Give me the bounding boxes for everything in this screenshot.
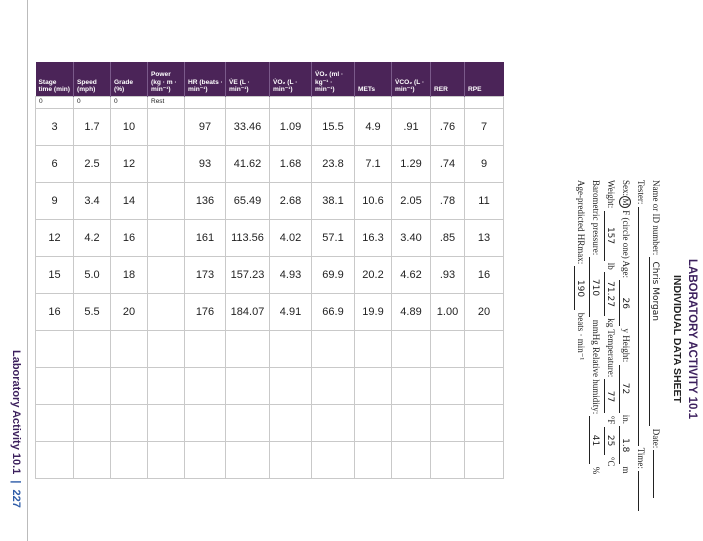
temp-c-field[interactable]: 25 (604, 427, 615, 455)
pct-label: % (591, 466, 601, 475)
sex-line (618, 180, 633, 498)
table-cell[interactable]: 11 (465, 183, 504, 220)
table-cell[interactable]: 10 (111, 109, 148, 146)
table-cell[interactable]: 4.9 (355, 109, 392, 146)
table-cell[interactable] (185, 442, 226, 479)
table-cell[interactable]: .78 (431, 183, 465, 220)
table-cell[interactable]: .85 (431, 220, 465, 257)
table-cell[interactable]: 16 (36, 294, 74, 331)
table-cell[interactable]: 136 (185, 183, 226, 220)
table-cell[interactable] (148, 220, 185, 257)
table-cell[interactable]: 66.9 (312, 294, 355, 331)
table-cell[interactable] (111, 368, 148, 405)
table-cell[interactable] (148, 368, 185, 405)
tester-label: Tester: (636, 180, 646, 205)
table-cell[interactable] (148, 109, 185, 146)
weight-lb-field[interactable]: 157 (604, 211, 615, 261)
table-cell[interactable] (392, 331, 431, 368)
table-cell[interactable]: 3.40 (392, 220, 431, 257)
table-cell[interactable] (226, 368, 270, 405)
humidity-label: mmHg Relative humidity: (591, 319, 601, 415)
column-header: RER (431, 62, 465, 97)
table-cell[interactable]: 16 (111, 220, 148, 257)
weight-kg-field[interactable]: 71.27 (604, 272, 615, 316)
date-label: Date: (651, 428, 661, 449)
table-row (36, 294, 504, 331)
table-cell[interactable]: 5.5 (74, 294, 111, 331)
table-cell[interactable]: 7.1 (355, 146, 392, 183)
time-field[interactable] (638, 471, 639, 511)
humidity-field[interactable]: 41 (589, 416, 600, 464)
lb-label: lb (606, 262, 616, 270)
table-cell[interactable] (74, 331, 111, 368)
table-cell[interactable]: .91 (392, 109, 431, 146)
table-row (36, 109, 504, 146)
table-cell[interactable]: 9 (465, 146, 504, 183)
table-cell[interactable] (392, 97, 431, 109)
table-cell[interactable] (148, 257, 185, 294)
table-cell[interactable]: 1.68 (270, 146, 312, 183)
table-cell[interactable] (185, 331, 226, 368)
table-cell[interactable] (148, 146, 185, 183)
column-header: HR (beats · min⁻¹) (185, 62, 226, 97)
table-cell[interactable] (185, 368, 226, 405)
table-row (36, 257, 504, 294)
in-label: in. (621, 414, 631, 425)
table-cell[interactable] (355, 442, 392, 479)
name-label: Name or ID number: (651, 180, 661, 256)
table-cell[interactable] (270, 368, 312, 405)
table-cell[interactable]: Rest (148, 97, 185, 109)
column-header: RPE (465, 62, 504, 97)
table-cell[interactable]: 20.2 (355, 257, 392, 294)
table-cell[interactable] (148, 442, 185, 479)
weight-line (603, 180, 618, 498)
hrmax-label: Age-predicted HRmax: (576, 180, 586, 265)
column-header: Stage time (min) (36, 62, 74, 97)
table-cell[interactable]: 4.89 (392, 294, 431, 331)
table-cell[interactable]: 41.62 (226, 146, 270, 183)
column-header: V̇CO₂ (L · min⁻¹) (392, 62, 431, 97)
table-cell[interactable]: 157.23 (226, 257, 270, 294)
table-cell[interactable]: 19.9 (355, 294, 392, 331)
table-cell[interactable]: 3 (36, 109, 74, 146)
sheet-title: LABORATORY ACTIVITY 10.1 (686, 259, 698, 419)
table-cell[interactable]: 113.56 (226, 220, 270, 257)
table-cell[interactable] (431, 97, 465, 109)
table-cell[interactable] (270, 331, 312, 368)
table-cell[interactable] (36, 368, 74, 405)
sex-age-label: F (circle one) Age: (621, 210, 631, 278)
table-cell[interactable] (312, 331, 355, 368)
table-cell[interactable]: 161 (185, 220, 226, 257)
table-cell[interactable] (226, 331, 270, 368)
age-field[interactable]: 26 (619, 280, 630, 326)
table-cell[interactable]: 57.1 (312, 220, 355, 257)
sex-label: Sex: (621, 180, 631, 197)
table-cell[interactable] (392, 405, 431, 442)
table-cell[interactable]: .93 (431, 257, 465, 294)
f-label: °F (606, 415, 616, 425)
table-cell[interactable] (431, 405, 465, 442)
column-header: V̇O₂ (ml · kg⁻¹ · min⁻¹) (312, 62, 355, 97)
table-cell[interactable] (431, 442, 465, 479)
rest-row (36, 97, 504, 109)
table-cell[interactable] (355, 331, 392, 368)
pressure-line (588, 180, 603, 498)
table-row (36, 183, 504, 220)
table-cell[interactable] (355, 97, 392, 109)
table-cell[interactable]: 9 (36, 183, 74, 220)
table-cell[interactable]: 7 (465, 109, 504, 146)
table-cell[interactable] (111, 442, 148, 479)
date-field[interactable] (653, 450, 654, 498)
table-cell[interactable] (465, 368, 504, 405)
table-cell[interactable] (431, 368, 465, 405)
table-cell[interactable]: 12 (111, 146, 148, 183)
table-cell[interactable]: 1.7 (74, 109, 111, 146)
name-field[interactable]: Chris Morgan (649, 257, 660, 426)
table-cell[interactable] (36, 405, 74, 442)
tester-field[interactable] (638, 207, 639, 446)
table-cell[interactable]: 173 (185, 257, 226, 294)
table-cell[interactable] (312, 97, 355, 109)
table-cell[interactable] (312, 405, 355, 442)
table-cell[interactable] (312, 368, 355, 405)
page-edge (27, 0, 28, 541)
table-cell[interactable]: 4.91 (270, 294, 312, 331)
table-cell[interactable] (111, 331, 148, 368)
table-cell[interactable] (148, 294, 185, 331)
footer-label: Laboratory Activity 10.1 (10, 350, 22, 475)
height-label: y Height: (621, 328, 631, 363)
table-cell[interactable]: .74 (431, 146, 465, 183)
column-header: Grade (%) (111, 62, 148, 97)
table-cell[interactable]: 65.49 (226, 183, 270, 220)
table-cell[interactable]: 0 (36, 97, 74, 109)
table-cell[interactable]: 2.05 (392, 183, 431, 220)
table-cell[interactable] (465, 442, 504, 479)
table-cell[interactable]: 4.2 (74, 220, 111, 257)
table-cell[interactable] (74, 405, 111, 442)
column-header: V̇O₂ (L · min⁻¹) (270, 62, 312, 97)
hrmax-line (573, 180, 588, 498)
table-cell[interactable]: 12 (36, 220, 74, 257)
table-cell[interactable]: 0 (74, 97, 111, 109)
pressure-label: Barometric pressure: (591, 180, 601, 256)
table-cell[interactable] (465, 405, 504, 442)
name-line (648, 180, 663, 498)
column-header: Power (kg · m · min⁻¹) (148, 62, 185, 97)
table-cell[interactable]: 6 (36, 146, 74, 183)
table-cell[interactable] (36, 442, 74, 479)
table-cell[interactable]: 4.93 (270, 257, 312, 294)
table-cell[interactable]: 184.07 (226, 294, 270, 331)
table-cell[interactable] (392, 442, 431, 479)
page-footer (10, 350, 22, 508)
table-cell[interactable] (185, 97, 226, 109)
table-cell[interactable]: 69.9 (312, 257, 355, 294)
table-cell[interactable]: 5.0 (74, 257, 111, 294)
m-label: m (621, 466, 631, 474)
table-cell[interactable] (148, 331, 185, 368)
table-cell[interactable]: 3.4 (74, 183, 111, 220)
table-cell[interactable]: 14 (111, 183, 148, 220)
table-cell[interactable] (431, 331, 465, 368)
table-cell[interactable]: 4.02 (270, 220, 312, 257)
table-cell[interactable] (36, 331, 74, 368)
table-cell[interactable]: 16.3 (355, 220, 392, 257)
header-block (573, 180, 698, 498)
table-cell[interactable] (226, 442, 270, 479)
height-m-field[interactable]: 1.8 (619, 426, 630, 464)
table-cell[interactable]: 0 (111, 97, 148, 109)
table-cell[interactable]: 1.09 (270, 109, 312, 146)
column-header: V̇E (L · min⁻¹) (226, 62, 270, 97)
table-cell[interactable] (226, 405, 270, 442)
table-cell[interactable] (270, 442, 312, 479)
time-label: Time: (636, 447, 646, 469)
table-cell[interactable]: 4.62 (392, 257, 431, 294)
table-row (36, 146, 504, 183)
table-cell[interactable]: 23.8 (312, 146, 355, 183)
table-cell[interactable] (465, 331, 504, 368)
table-cell[interactable] (270, 97, 312, 109)
table-cell[interactable]: 13 (465, 220, 504, 257)
table-cell[interactable]: 10.6 (355, 183, 392, 220)
table-cell[interactable] (270, 405, 312, 442)
pressure-field[interactable]: 710 (589, 257, 600, 317)
footer-separator: | (10, 480, 22, 484)
empty-table-row (36, 368, 504, 405)
table-cell[interactable] (392, 368, 431, 405)
table-cell[interactable] (74, 368, 111, 405)
table-cell[interactable] (148, 183, 185, 220)
table-cell[interactable]: 2.5 (74, 146, 111, 183)
table-cell[interactable]: 2.68 (270, 183, 312, 220)
table-cell[interactable]: 97 (185, 109, 226, 146)
table-cell[interactable]: .76 (431, 109, 465, 146)
table-cell[interactable] (355, 405, 392, 442)
table-cell[interactable]: 18 (111, 257, 148, 294)
table-row (36, 220, 504, 257)
table-cell[interactable] (355, 368, 392, 405)
footer-page-number: 227 (10, 489, 22, 508)
tester-line (633, 180, 648, 498)
table-cell[interactable]: 176 (185, 294, 226, 331)
height-in-field[interactable]: 72 (619, 365, 630, 413)
table-cell[interactable] (312, 442, 355, 479)
table-cell[interactable] (465, 97, 504, 109)
column-header: Speed (mph) (74, 62, 111, 97)
table-header-row (36, 62, 504, 97)
data-table (35, 62, 504, 479)
table-cell[interactable]: 20 (465, 294, 504, 331)
temp-f-field[interactable]: 77 (604, 379, 615, 413)
table-cell[interactable] (74, 442, 111, 479)
table-cell[interactable] (185, 405, 226, 442)
hrmax-field[interactable]: 190 (574, 266, 585, 310)
sheet-subtitle: INDIVIDUAL DATA SHEET (671, 275, 683, 403)
table-cell[interactable] (148, 405, 185, 442)
c-label: °C (606, 456, 616, 467)
table-cell[interactable]: 15 (36, 257, 74, 294)
table-cell[interactable] (226, 97, 270, 109)
sex-m-circled[interactable]: M (619, 196, 631, 208)
table-cell[interactable]: 15.5 (312, 109, 355, 146)
table-cell[interactable]: 20 (111, 294, 148, 331)
table-cell[interactable]: 93 (185, 146, 226, 183)
column-header: METs (355, 62, 392, 97)
empty-table-row (36, 405, 504, 442)
table-cell[interactable]: 38.1 (312, 183, 355, 220)
table-cell[interactable]: 16 (465, 257, 504, 294)
table-cell[interactable] (111, 405, 148, 442)
beats-label: beats · min⁻¹ (576, 312, 586, 361)
empty-table-row (36, 442, 504, 479)
table-cell[interactable]: 33.46 (226, 109, 270, 146)
table-cell[interactable]: 1.00 (431, 294, 465, 331)
table-cell[interactable]: 1.29 (392, 146, 431, 183)
temperature-label: kg Temperature: (606, 318, 616, 378)
weight-label: Weight: (606, 180, 616, 209)
empty-table-row (36, 331, 504, 368)
